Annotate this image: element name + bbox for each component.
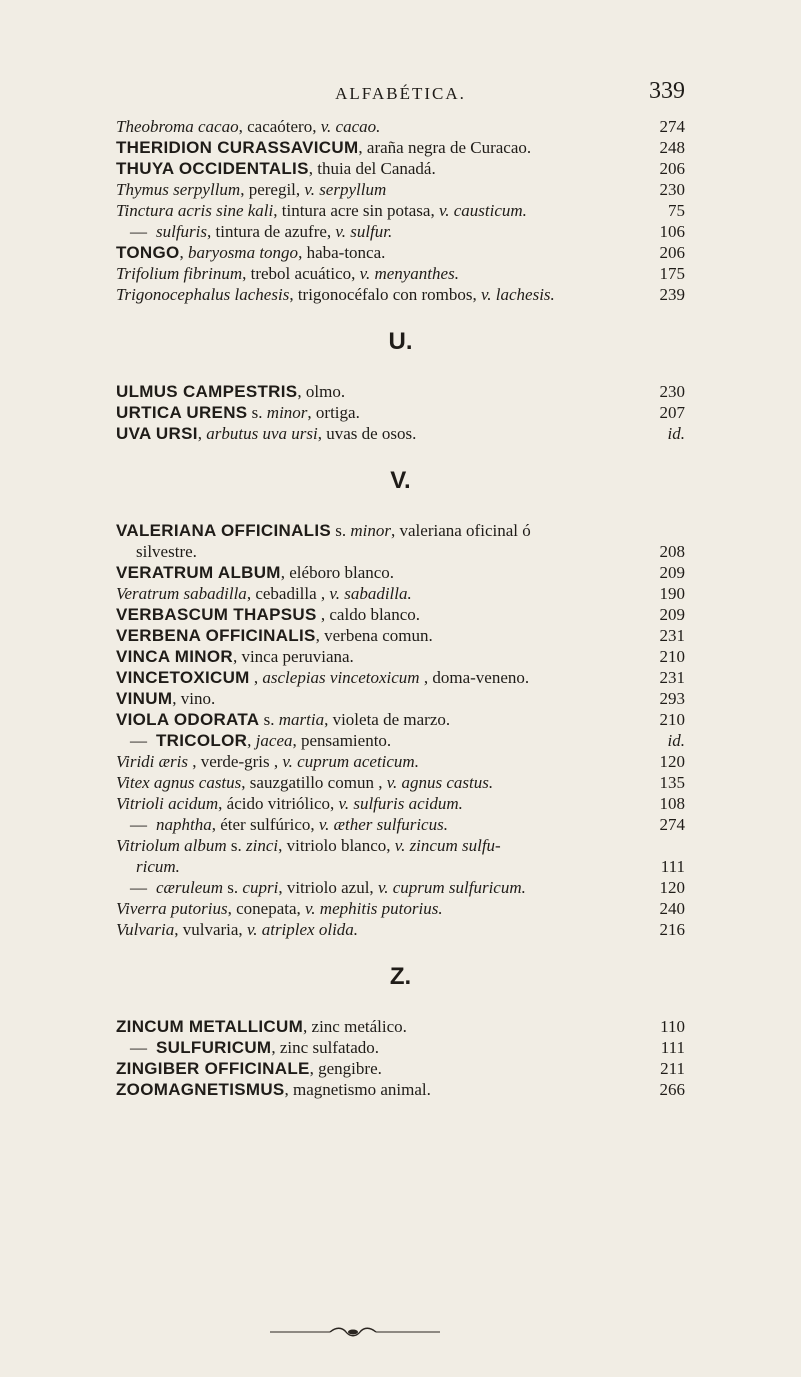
index-entries bbox=[116, 116, 685, 1100]
entry-page-number: id. bbox=[667, 424, 685, 443]
entry-italic: v. cuprum aceticum. bbox=[282, 752, 419, 771]
entry-text-run bbox=[136, 541, 197, 562]
index-entry bbox=[116, 137, 685, 158]
entry-text-run bbox=[116, 221, 392, 242]
entry-line bbox=[116, 730, 685, 751]
entry-text: , tintura de azufre, bbox=[207, 222, 336, 241]
entry-text-run bbox=[116, 423, 416, 444]
ditto-dash: — bbox=[130, 222, 147, 241]
entry-text: , ortiga. bbox=[307, 403, 360, 422]
index-entry bbox=[116, 520, 685, 562]
entry-text: s. bbox=[223, 878, 243, 897]
entry-line bbox=[116, 646, 685, 667]
entry-line bbox=[116, 667, 685, 688]
entry-continuation bbox=[116, 856, 685, 877]
section-letter: U. bbox=[388, 328, 413, 355]
entry-italic: v. sulfur. bbox=[335, 222, 393, 241]
entry-term: THERIDION CURASSAVICUM bbox=[116, 138, 359, 157]
page-header bbox=[116, 78, 685, 112]
entry-text-run bbox=[116, 179, 386, 200]
entry-page-number: 211 bbox=[660, 1059, 685, 1078]
entry-text: , sauzgatillo comun , bbox=[241, 773, 387, 792]
index-entry bbox=[116, 793, 685, 814]
entry-italic: v. sulfuris acidum. bbox=[338, 794, 463, 813]
entry-text-run bbox=[116, 709, 450, 730]
entry-page-number bbox=[677, 520, 685, 541]
entry-text: , peregil, bbox=[240, 180, 305, 199]
entry-page-number: 231 bbox=[659, 668, 685, 687]
entry-page-number: 206 bbox=[659, 243, 685, 262]
index-entry bbox=[116, 772, 685, 793]
entry-line bbox=[116, 835, 685, 856]
entry-line bbox=[116, 137, 685, 158]
entry-line bbox=[116, 751, 685, 772]
entry-term: VINUM bbox=[116, 689, 173, 708]
entry-italic: v. æther sulfuricus. bbox=[318, 815, 448, 834]
entry-text-run bbox=[116, 1079, 431, 1100]
ditto-dash: — bbox=[130, 815, 147, 834]
entry-text-run bbox=[116, 625, 433, 646]
entry-line bbox=[116, 583, 685, 604]
index-entry bbox=[116, 562, 685, 583]
entry-line bbox=[116, 221, 685, 242]
entry-text-run bbox=[116, 1058, 382, 1079]
entry-term: THUYA OCCIDENTALIS bbox=[116, 159, 309, 178]
entry-page-number: 293 bbox=[659, 689, 685, 708]
entry-italic: zinci bbox=[246, 836, 279, 855]
ditto-dash: — bbox=[130, 731, 147, 750]
entry-line bbox=[116, 381, 685, 402]
entry-line bbox=[116, 263, 685, 284]
entry-text-run bbox=[116, 898, 443, 919]
entry-text: , cebadilla , bbox=[246, 584, 330, 603]
entry-text-run bbox=[116, 242, 385, 263]
entry-term: ZINGIBER OFFICINALE bbox=[116, 1059, 310, 1078]
entry-italic: Veratrum sabadilla bbox=[116, 584, 247, 603]
index-entry bbox=[116, 814, 685, 835]
entry-italic: Vitriolum album bbox=[116, 836, 227, 855]
entry-italic: cupri bbox=[242, 878, 279, 897]
entry-term: VALERIANA OFFICINALIS bbox=[116, 521, 332, 540]
entry-text: silvestre. bbox=[136, 542, 197, 561]
entry-page-number: 111 bbox=[660, 857, 685, 876]
entry-line bbox=[116, 898, 685, 919]
entry-text-run bbox=[116, 1037, 379, 1058]
entry-text-run bbox=[116, 116, 380, 137]
entry-text: , bbox=[247, 731, 256, 750]
entry-italic: v. zincum sulfu- bbox=[394, 836, 501, 855]
index-entry bbox=[116, 898, 685, 919]
entry-text-run bbox=[136, 856, 180, 877]
entry-page-number: 75 bbox=[668, 201, 685, 220]
index-entry bbox=[116, 583, 685, 604]
entry-text: , thuia del Canadá. bbox=[308, 159, 436, 178]
entry-text-run bbox=[116, 751, 419, 772]
entry-italic: Vulvaria bbox=[116, 920, 175, 939]
entry-italic: minor bbox=[350, 521, 392, 540]
entry-line bbox=[116, 402, 685, 423]
entry-page-number: 108 bbox=[659, 794, 685, 813]
entry-line bbox=[116, 877, 685, 898]
section-letter: V. bbox=[390, 467, 411, 494]
entry-text: , gengibre. bbox=[309, 1059, 382, 1078]
entry-italic: Trigonocephalus lachesis bbox=[116, 285, 290, 304]
entry-line bbox=[116, 284, 685, 305]
index-entry bbox=[116, 919, 685, 940]
entry-italic: v. mephitis putorius. bbox=[305, 899, 443, 918]
entry-text: , ácido vitriólico, bbox=[218, 794, 339, 813]
entry-italic: Vitex agnus castus bbox=[116, 773, 242, 792]
ditto-dash: — bbox=[130, 1038, 147, 1057]
index-entry bbox=[116, 381, 685, 402]
entry-page-number: 209 bbox=[659, 563, 685, 582]
entry-text: , zinc metálico. bbox=[303, 1017, 407, 1036]
entry-text-run bbox=[116, 604, 420, 625]
entry-line bbox=[116, 772, 685, 793]
entry-text: , vitriolo blanco, bbox=[278, 836, 395, 855]
entry-italic: v. cuprum sulfuricum. bbox=[377, 878, 526, 897]
entry-text: , caldo blanco. bbox=[316, 605, 421, 624]
entry-text-run bbox=[116, 263, 459, 284]
entry-term: TRICOLOR bbox=[156, 731, 248, 750]
index-entry bbox=[116, 200, 685, 221]
entry-term: VINCA MINOR bbox=[116, 647, 233, 666]
entry-text-run bbox=[116, 583, 412, 604]
index-entry bbox=[116, 688, 685, 709]
entry-page-number: 274 bbox=[659, 815, 685, 834]
entry-page-number: 266 bbox=[659, 1080, 685, 1099]
entry-text-run bbox=[116, 381, 345, 402]
entry-page-number: 230 bbox=[659, 382, 685, 401]
entry-text-run bbox=[116, 200, 527, 221]
entry-text: , valeriana oficinal ó bbox=[391, 521, 531, 540]
entry-line bbox=[116, 625, 685, 646]
entry-italic: v. cacao. bbox=[320, 117, 381, 136]
entry-italic: v. causticum. bbox=[438, 201, 527, 220]
entry-text: , éter sulfúrico, bbox=[211, 815, 319, 834]
entry-page-number: 120 bbox=[659, 878, 685, 897]
entry-italic: v. agnus castus. bbox=[386, 773, 494, 792]
entry-page-number: 240 bbox=[659, 899, 685, 918]
entry-line bbox=[116, 423, 685, 444]
index-entry bbox=[116, 877, 685, 898]
entry-text: , verbena comun. bbox=[315, 626, 433, 645]
entry-line bbox=[116, 688, 685, 709]
entry-text: , bbox=[179, 243, 189, 262]
entry-text-run bbox=[116, 772, 493, 793]
entry-text: , olmo. bbox=[297, 382, 346, 401]
entry-italic: martia bbox=[278, 710, 325, 729]
entry-text: , bbox=[249, 668, 263, 687]
index-entry bbox=[116, 667, 685, 688]
entry-page-number: 207 bbox=[659, 403, 685, 422]
tail-ornament-icon bbox=[270, 1326, 440, 1338]
entry-line bbox=[116, 242, 685, 263]
entry-text-run bbox=[116, 562, 394, 583]
index-entry bbox=[116, 1037, 685, 1058]
entry-italic: v. sabadilla. bbox=[329, 584, 412, 603]
entry-page-number: 208 bbox=[659, 542, 685, 561]
entry-italic: Tinctura acris sine kali bbox=[116, 201, 274, 220]
entry-text: , violeta de marzo. bbox=[324, 710, 451, 729]
entry-text-run bbox=[116, 520, 531, 541]
entry-page-number: id. bbox=[667, 731, 685, 750]
entry-text: , zinc sulfatado. bbox=[271, 1038, 380, 1057]
entry-italic: Viridi æris bbox=[116, 752, 188, 771]
entry-text: s. bbox=[247, 403, 267, 422]
index-entry bbox=[116, 1079, 685, 1100]
entry-term: VERBENA OFFICINALIS bbox=[116, 626, 316, 645]
entry-page-number: 210 bbox=[659, 647, 685, 666]
entry-text: s. bbox=[226, 836, 247, 855]
entry-italic: naphtha bbox=[156, 815, 212, 834]
entry-term: TONGO bbox=[116, 243, 180, 262]
entry-text: , doma-veneno. bbox=[419, 668, 530, 687]
page-number: 339 bbox=[649, 78, 685, 104]
entry-page-number bbox=[677, 835, 685, 856]
entry-term: ZOOMAGNETISMUS bbox=[116, 1080, 285, 1099]
entry-text: , haba-tonca. bbox=[298, 243, 386, 262]
index-entry bbox=[116, 423, 685, 444]
entry-text-run bbox=[116, 730, 391, 751]
entry-italic: v. atriplex olida. bbox=[246, 920, 359, 939]
entry-italic: arbutus uva ursi bbox=[206, 424, 318, 443]
entry-line bbox=[116, 1079, 685, 1100]
entry-term: ULMUS CAMPESTRIS bbox=[116, 382, 298, 401]
entry-text-run bbox=[116, 793, 463, 814]
entry-line bbox=[116, 200, 685, 221]
entry-text: , vino. bbox=[172, 689, 216, 708]
index-entry bbox=[116, 402, 685, 423]
entry-italic: v. lachesis. bbox=[481, 285, 555, 304]
ditto-dash: — bbox=[130, 878, 147, 897]
entry-italic: Thymus serpyllum bbox=[116, 180, 241, 199]
entry-text: s. bbox=[259, 710, 279, 729]
entry-page-number: 106 bbox=[659, 222, 685, 241]
entry-text-run bbox=[116, 688, 215, 709]
entry-italic: Theobroma cacao bbox=[116, 117, 239, 136]
entry-page-number: 239 bbox=[659, 285, 685, 304]
entry-text-run bbox=[116, 158, 436, 179]
entry-italic: ricum. bbox=[136, 857, 180, 876]
entry-line bbox=[116, 814, 685, 835]
entry-line bbox=[116, 793, 685, 814]
entry-italic: cæruleum bbox=[156, 878, 224, 897]
entry-text: , trigonocéfalo con rombos, bbox=[289, 285, 481, 304]
entry-text: , magnetismo animal. bbox=[284, 1080, 431, 1099]
running-head: ALFABÉTICA. bbox=[335, 84, 466, 103]
entry-italic: v. serpyllum bbox=[304, 180, 387, 199]
entry-text: , trebol acuático, bbox=[242, 264, 360, 283]
entry-page-number: 209 bbox=[659, 605, 685, 624]
entry-text-run bbox=[116, 667, 529, 688]
entry-text: , vulvaria, bbox=[174, 920, 247, 939]
entry-continuation bbox=[116, 541, 685, 562]
index-entry bbox=[116, 179, 685, 200]
entry-text: , eléboro blanco. bbox=[280, 563, 395, 582]
index-entry bbox=[116, 116, 685, 137]
entry-text-run bbox=[116, 137, 531, 158]
entry-term: VERATRUM ALBUM bbox=[116, 563, 281, 582]
entry-text: , verde-gris , bbox=[187, 752, 283, 771]
entry-text: , pensamiento. bbox=[292, 731, 392, 750]
entry-term: ZINCUM METALLICUM bbox=[116, 1017, 304, 1036]
index-entry bbox=[116, 242, 685, 263]
entry-page-number: 135 bbox=[659, 773, 685, 792]
index-entry bbox=[116, 263, 685, 284]
entry-line bbox=[116, 1037, 685, 1058]
entry-page-number: 111 bbox=[660, 1038, 685, 1057]
entry-line bbox=[116, 1058, 685, 1079]
entry-text: , araña negra de Curacao. bbox=[358, 138, 532, 157]
entry-page-number: 110 bbox=[660, 1017, 685, 1036]
entry-line bbox=[116, 562, 685, 583]
entry-term: URTICA URENS bbox=[116, 403, 248, 422]
index-entry bbox=[116, 709, 685, 730]
entry-text-run bbox=[116, 402, 360, 423]
entry-page-number: 190 bbox=[659, 584, 685, 603]
entry-term: VERBASCUM THAPSUS bbox=[116, 605, 317, 624]
entry-page-number: 231 bbox=[659, 626, 685, 645]
index-entry bbox=[116, 221, 685, 242]
entry-page-number: 230 bbox=[659, 180, 685, 199]
entry-text: , bbox=[197, 424, 207, 443]
entry-italic: asclepias vincetoxicum bbox=[262, 668, 420, 687]
entry-line bbox=[116, 158, 685, 179]
index-entry bbox=[116, 284, 685, 305]
entry-italic: sulfuris bbox=[156, 222, 208, 241]
index-entry bbox=[116, 1016, 685, 1037]
index-entry bbox=[116, 158, 685, 179]
entry-text: , conepata, bbox=[227, 899, 306, 918]
entry-text-run bbox=[116, 877, 526, 898]
entry-text-run bbox=[116, 814, 448, 835]
entry-line bbox=[116, 709, 685, 730]
index-entry bbox=[116, 751, 685, 772]
entry-text-run bbox=[116, 284, 555, 305]
entry-page-number: 210 bbox=[659, 710, 685, 729]
entry-italic: Trifolium fibrinum bbox=[116, 264, 243, 283]
index-entry bbox=[116, 604, 685, 625]
entry-italic: minor bbox=[266, 403, 308, 422]
entry-italic: v. menyanthes. bbox=[359, 264, 459, 283]
index-entry bbox=[116, 625, 685, 646]
entry-term: UVA URSI bbox=[116, 424, 198, 443]
entry-text-run bbox=[116, 835, 501, 856]
entry-italic: jacea bbox=[255, 731, 293, 750]
entry-text: s. bbox=[331, 521, 351, 540]
entry-page-number: 206 bbox=[659, 159, 685, 178]
entry-page-number: 216 bbox=[659, 920, 685, 939]
entry-line bbox=[116, 604, 685, 625]
entry-page-number: 175 bbox=[659, 264, 685, 283]
section-letter: Z. bbox=[389, 963, 412, 990]
entry-page-number: 248 bbox=[659, 138, 685, 157]
index-entry bbox=[116, 835, 685, 877]
index-entry bbox=[116, 646, 685, 667]
entry-text: , vitriolo azul, bbox=[278, 878, 378, 897]
index-entry bbox=[116, 1058, 685, 1079]
entry-italic: Vitrioli acidum bbox=[116, 794, 219, 813]
entry-italic: Viverra putorius bbox=[116, 899, 228, 918]
entry-line bbox=[116, 919, 685, 940]
entry-page-number: 120 bbox=[659, 752, 685, 771]
entry-text-run bbox=[116, 646, 354, 667]
entry-line bbox=[116, 116, 685, 137]
entry-text: , cacaótero, bbox=[238, 117, 321, 136]
entry-text-run bbox=[116, 919, 358, 940]
entry-term: VIOLA ODORATA bbox=[116, 710, 260, 729]
entry-term: VINCETOXICUM bbox=[116, 668, 250, 687]
entry-text: , vinca peruviana. bbox=[232, 647, 354, 666]
entry-text-run bbox=[116, 1016, 407, 1037]
entry-term: SULFURICUM bbox=[156, 1038, 272, 1057]
entry-line bbox=[116, 520, 685, 541]
entry-line bbox=[116, 179, 685, 200]
entry-text: , uvas de osos. bbox=[317, 424, 417, 443]
entry-text: , tintura acre sin potasa, bbox=[273, 201, 439, 220]
entry-italic: baryosma tongo bbox=[188, 243, 299, 262]
entry-line bbox=[116, 1016, 685, 1037]
entry-page-number: 274 bbox=[659, 117, 685, 136]
index-entry bbox=[116, 730, 685, 751]
